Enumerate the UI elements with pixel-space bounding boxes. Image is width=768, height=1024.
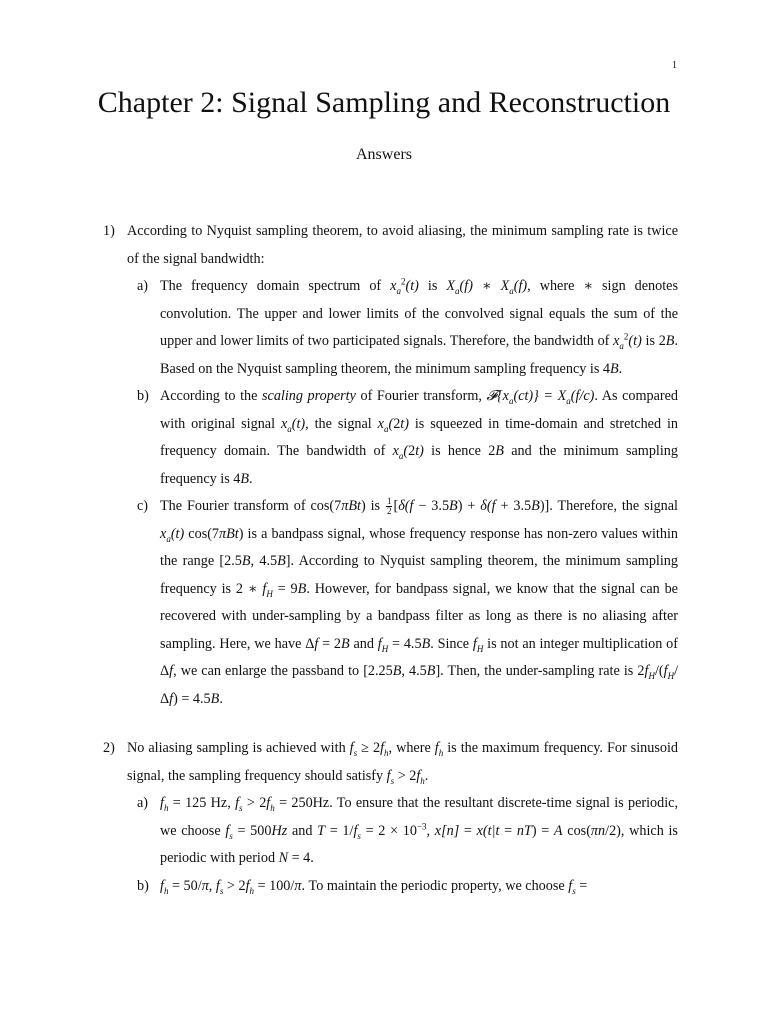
chapter-title: Chapter 2: Signal Sampling and Reconstruction bbox=[97, 86, 671, 119]
q2-item-b: b) $f_h = 50/\pi$, $f_s > 2f_h = 100/\pi$. To maintain the periodic property, we choose $f_s$ = bbox=[160, 873, 678, 901]
q1-item-b-label: b) bbox=[137, 388, 149, 404]
scaling-property-term: scaling property bbox=[262, 388, 356, 404]
q2-intro: 2) No aliasing sampling is achieved with $f_s \ge 2f_h$, where $f_h$ is the maximum frequency. For sinusoid signal, the sampling frequency should satisfy $f_s > 2f_h$. bbox=[127, 735, 678, 790]
q1-number: 1) bbox=[103, 223, 115, 239]
q1-item-b: b) According to the scaling property of Fourier transform, $𝓕\{x_a(ct)\} = X_a(f/c)$. As compared with original signal $x_a(t)$, the signal $x_a(2t)$ is squeezed in time-domain and stretched in frequency domain. The bandwidth of $x_a(2t)$ is hence 2B and the minimum sampling frequency is 4B. bbox=[160, 383, 678, 493]
q2-item-b-label: b) bbox=[137, 877, 149, 894]
q1-item-a-label: a) bbox=[137, 278, 149, 294]
one-half-fraction: $\frac{1}{2}$ bbox=[386, 496, 392, 517]
answers-body bbox=[0, 218, 768, 900]
q2-item-a-label: a) bbox=[137, 795, 149, 811]
subtitle: Answers bbox=[356, 146, 412, 163]
q1-intro-text: According to Nyquist sampling theorem, to avoid aliasing, the minimum sampling rate is twice of the signal bandwidth: bbox=[127, 223, 678, 267]
q2-number: 2) bbox=[103, 740, 115, 756]
q1-item-a: a) The frequency domain spectrum of $x_a^2(t)$ is $X_a(f)$ ∗ $X_a(f)$, where ∗ sign denotes convolution. The upper and lower limits of the convolved signal equals the sum of the upper and lower limits of two participated signals. Therefore, the bandwidth of $x_a^2(t)$ is 2B. Based on the Nyquist sampling theorem, the minimum sampling frequency is 4B. bbox=[160, 273, 678, 383]
q1-intro bbox=[103, 218, 678, 273]
q1-item-c-label: c) bbox=[137, 498, 149, 514]
q1-item-c: c) The Fourier transform of cos(7πBt) is $\frac{1}{2}$ [δ(f − 3.5B) + δ(f + 3.5B)]. Therefore, the signal $x_a(t)$ cos(7πBt) is a bandpass signal, whose frequency response has non-zero values within the range [2.5B, 4.5B]. According to Nyquist sampling theorem, the minimum sampling frequency is 2 ∗ $f_H = 9B$. However, for bandpass signal, we know that the signal can be recovered with under-sampling by a bandpass filter as long as there is no aliasing after sampling. Here, we have Δf = 2B and $f_H = 4.5B$. Since $f_H$ is not an integer multiplication of Δf, we can enlarge the passband to [2.25B, 4.5B]. Then, the under-sampling rate is $2f_H/(f_H/\Delta f) = 4.5B$. bbox=[160, 493, 678, 713]
q2-item-a: a) $f_h = 125$ Hz, $f_s > 2f_h = 250Hz$. To ensure that the resultant discrete-time signal is periodic, we choose $f_s = 500Hz$ and $T = 1/f_s = 2 \times 10^{-3}$, x[n] = x(t|t = nT) = A cos(πn/2), which is periodic with period N = 4. bbox=[160, 790, 678, 873]
page-number: 1 bbox=[672, 60, 677, 71]
